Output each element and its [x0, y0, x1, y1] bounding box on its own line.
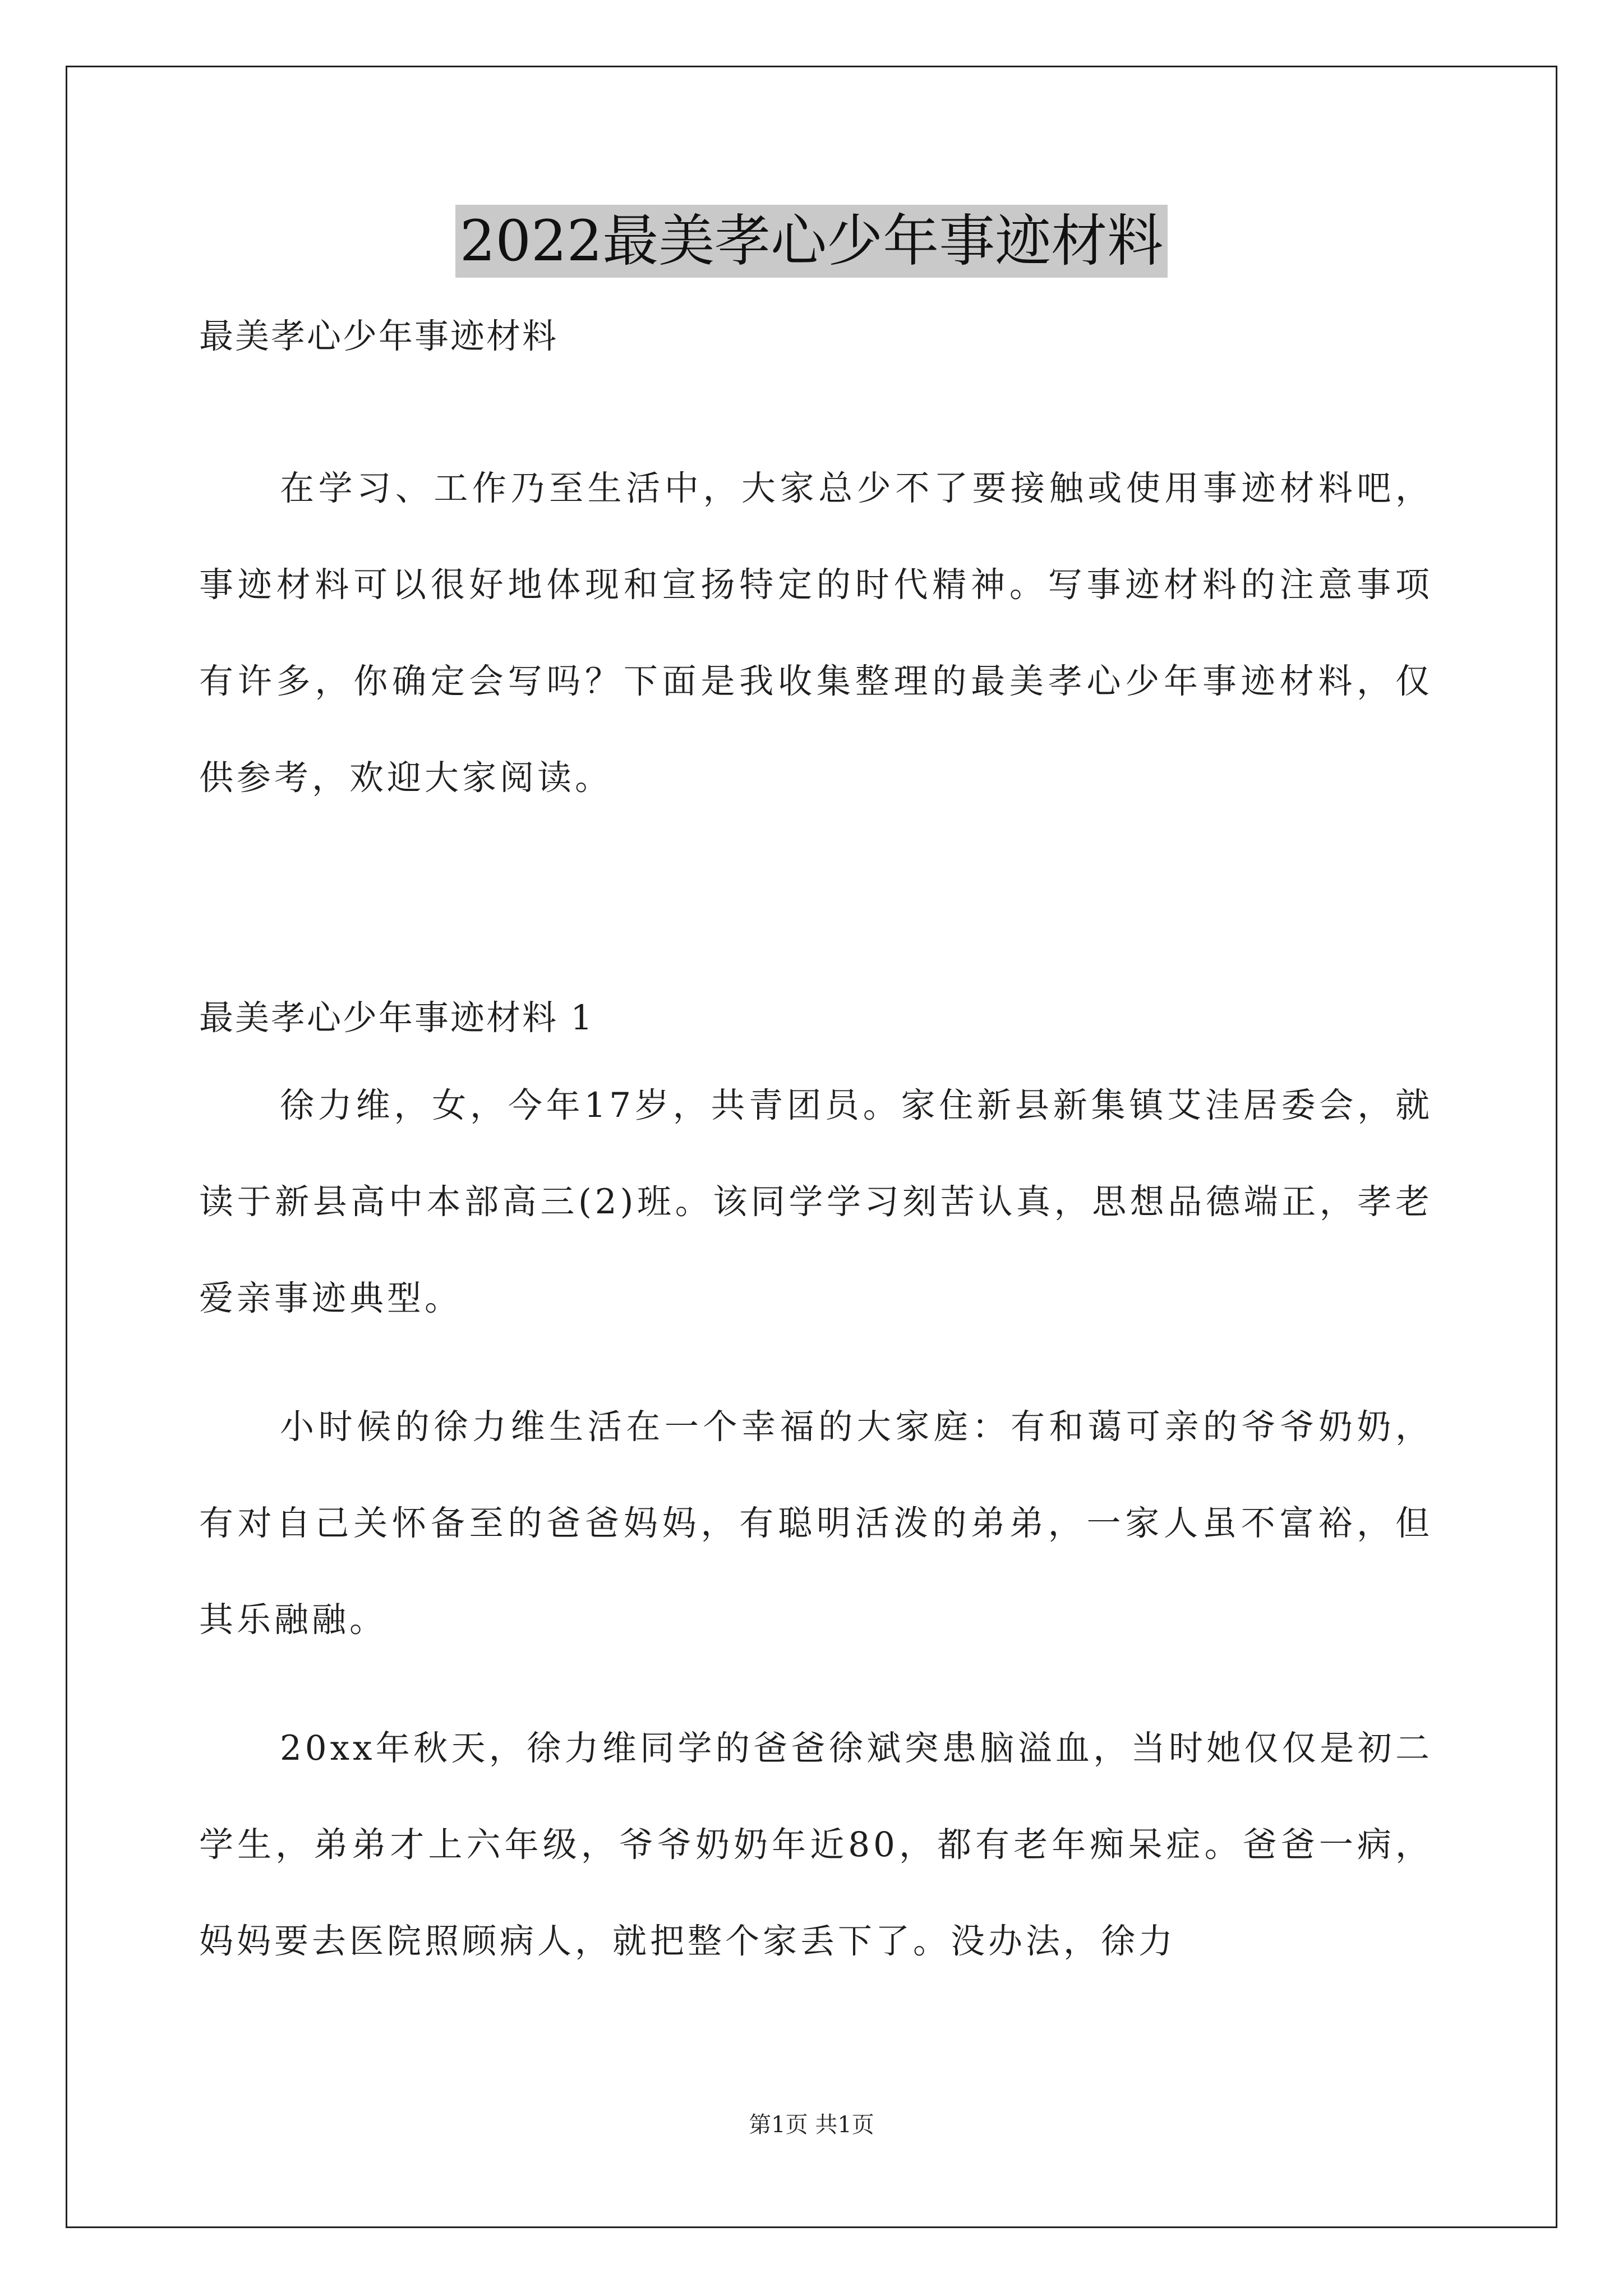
document-subtitle: 最美孝心少年事迹材料: [199, 316, 559, 356]
title-container: [0, 205, 1623, 278]
page-footer: 第1页 共1页: [749, 2112, 874, 2138]
intro-paragraph: 在学习、工作乃至生活中，大家总少不了要接触或使用事迹材料吧，事迹材料可以很好地体现和宣扬特定的时代精神。写事迹材料的注意事项有许多，你确定会写吗？下面是我收集整理的最美孝心少年事迹材料，仅供参考，欢迎大家阅读。: [199, 468, 1433, 798]
body-paragraph-1: 徐力维，女，今年17岁，共青团员。家住新县新集镇艾洼居委会，就读于新县高中本部高三(2)班。该同学学习刻苦认真，思想品德端正，孝老爱亲事迹典型。: [199, 1085, 1433, 1318]
section-heading: 最美孝心少年事迹材料 1: [199, 998, 594, 1038]
document-title: 2022最美孝心少年事迹材料: [455, 205, 1168, 278]
body-paragraph-3: 20xx年秋天，徐力维同学的爸爸徐斌突患脑溢血，当时她仅仅是初二学生，弟弟才上六年级，爷爷奶奶年近80，都有老年痴呆症。爸爸一病，妈妈要去医院照顾病人，就把整个家丢下了。没办法，徐力: [199, 1728, 1433, 1961]
body-paragraph-2: 小时候的徐力维生活在一个幸福的大家庭：有和蔼可亲的爷爷奶奶，有对自己关怀备至的爸爸妈妈，有聪明活泼的弟弟，一家人虽不富裕，但其乐融融。: [199, 1407, 1433, 1640]
